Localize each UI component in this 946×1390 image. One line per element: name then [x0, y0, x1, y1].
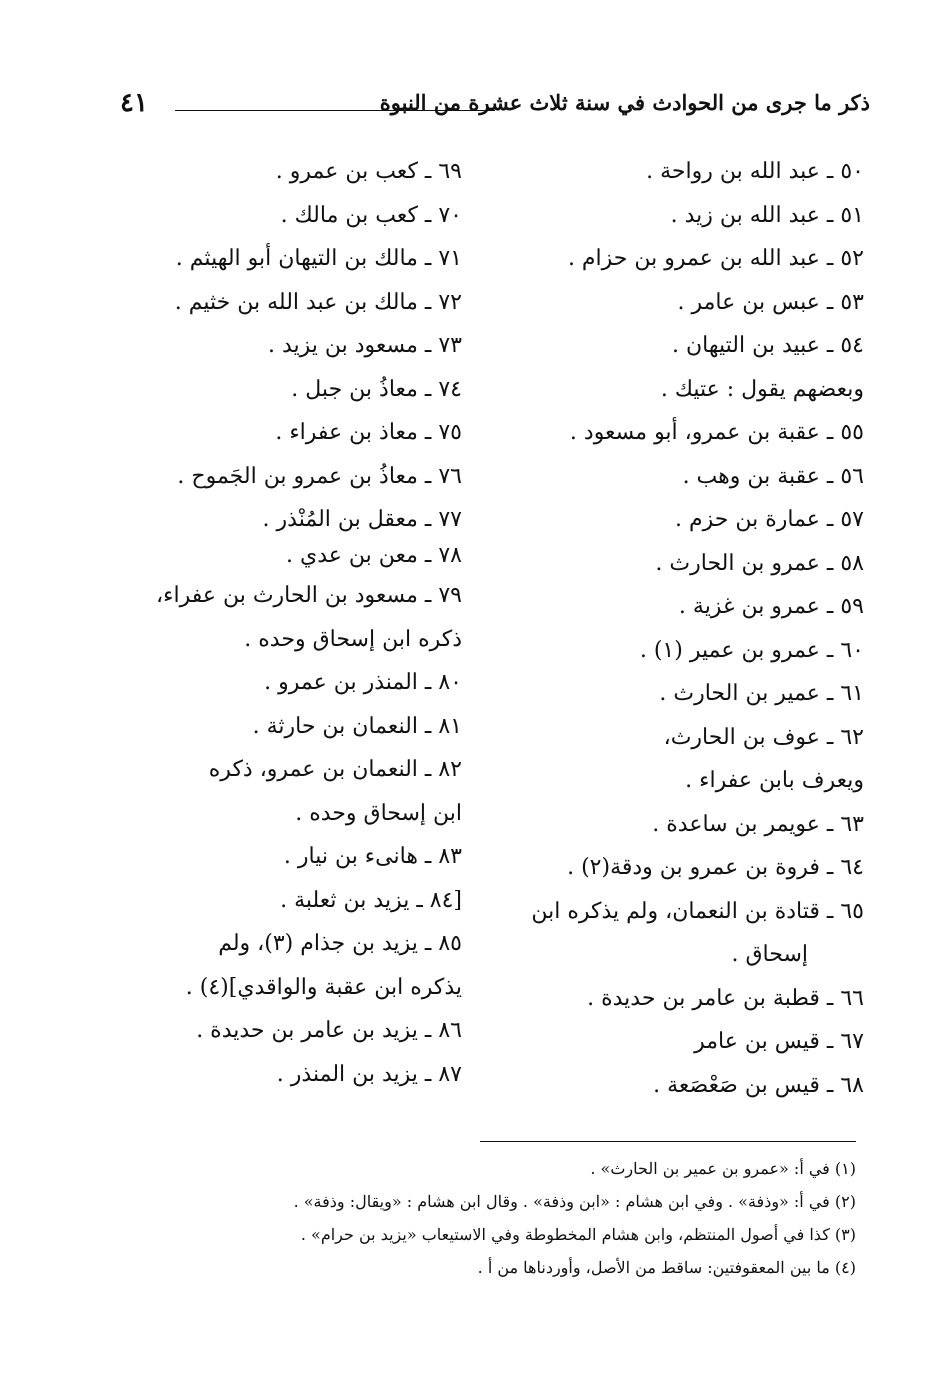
list-item: ٥٢ ـ عبد الله بن عمرو بن حزام .	[567, 246, 864, 271]
list-item: ٧٠ ـ كعب بن مالك .	[280, 202, 462, 228]
footnote: (٣) كذا في أصول المنتظم، وابن هشام المخطوطة وفي الاستيعاب «يزيد بن حرام» .	[300, 1225, 856, 1244]
list-item-note: وبعضهم يقول : عتيك .	[660, 376, 864, 402]
list-item: ٦٢ ـ عوف بن الحارث،	[663, 724, 864, 750]
list-item: ٨٧ ـ يزيد بن المنذر .	[276, 1061, 462, 1087]
list-item: ٨٣ ـ هانىء بن نيار .	[283, 844, 462, 869]
left-column	[122, 150, 462, 1096]
list-item-continuation: إسحاق .	[731, 942, 808, 967]
page-header	[110, 88, 870, 128]
list-item: ٥٨ ـ عمرو بن الحارث .	[655, 550, 864, 576]
list-item: ٧٩ ـ مسعود بن الحارث بن عفراء،	[156, 583, 462, 608]
list-item: ٨٠ ـ المنذر بن عمرو .	[264, 670, 462, 695]
list-item: ٥٠ ـ عبد الله بن رواحة .	[646, 159, 864, 184]
footnote-rule	[480, 1141, 856, 1142]
list-item-note: ويعرف بابن عفراء .	[685, 768, 864, 793]
list-item: ٨١ ـ النعمان بن حارثة .	[252, 713, 462, 739]
footnote: (٢) في أ: «وذفة» . وفي ابن هشام : «ابن وذفة» . وقال ابن هشام : «ويقال: وذفة» .	[293, 1192, 856, 1211]
list-item: ٧١ ـ مالك بن التيهان أبو الهيثم .	[175, 246, 462, 271]
list-item: ٦٣ ـ عويمر بن ساعدة .	[652, 811, 864, 837]
footnotes	[136, 1152, 856, 1284]
list-item: ٥٦ ـ عقبة بن وهب .	[682, 463, 864, 489]
footnote: (١) في أ: «عمرو بن عمير بن الحارث» .	[590, 1159, 856, 1178]
list-item: ٧٤ ـ معاذُ بن جبل .	[291, 376, 462, 402]
list-item: ٧٢ ـ مالك بن عبد الله بن خثيم .	[174, 289, 462, 315]
list-item: ٦٨ ـ قيس بن صَعْصَعة .	[653, 1072, 864, 1098]
page-number: ٤١	[120, 88, 148, 118]
list-item: ٨٢ ـ النعمان بن عمرو، ذكره	[208, 757, 462, 782]
right-column	[524, 150, 864, 1107]
list-item: ٧٥ ـ معاذ بن عفراء .	[275, 420, 462, 445]
list-item: ٦٦ ـ قطبة بن عامر بن حديدة .	[587, 985, 864, 1011]
list-item: [٨٤ ـ يزيد بن ثعلبة .	[280, 887, 462, 913]
list-item: ٦٥ ـ قتادة بن النعمان، ولم يذكره ابن	[531, 898, 864, 924]
list-item: ٥٥ ـ عقبة بن عمرو، أبو مسعود .	[569, 420, 864, 445]
list-item: ٥٩ ـ عمرو بن غزية .	[678, 594, 864, 619]
list-item: ٦٩ ـ كعب بن عمرو .	[275, 159, 462, 184]
list-item: ٧٧ ـ معقل بن المُنْذر .	[262, 507, 462, 532]
list-item: ٨٥ ـ يزيد بن جذام (٣)، ولم	[218, 931, 462, 956]
list-item-continuation: ابن إسحاق وحده .	[295, 800, 462, 826]
list-item: ٥٧ ـ عمارة بن حزم .	[675, 507, 864, 532]
footnote: (٤) ما بين المعقوفتين: ساقط من الأصل، وأوردناها من أ .	[477, 1258, 856, 1277]
list-item: ٨٦ ـ يزيد بن عامر بن حديدة .	[196, 1018, 462, 1043]
list-item: ٦٤ ـ فروة بن عمرو بن ودقة(٢) .	[567, 855, 864, 880]
running-title: ذكر ما جرى من الحوادث في سنة ثلاث عشرة من النبوة	[379, 90, 870, 115]
list-item-continuation: ذكره ابن إسحاق وحده .	[244, 626, 462, 652]
list-item: ٧٨ ـ معن بن عدي .	[286, 543, 462, 568]
list-item: ٦١ ـ عمير بن الحارث .	[659, 681, 864, 706]
list-item: ٥١ ـ عبد الله بن زيد .	[670, 202, 864, 228]
list-item: ٥٣ ـ عبس بن عامر .	[677, 289, 864, 315]
list-item: ٧٣ ـ مسعود بن يزيد .	[267, 333, 462, 358]
list-item-continuation: يذكره ابن عقبة والواقدي](٤) .	[185, 974, 462, 1000]
list-item: ٦٠ ـ عمرو بن عمير (١) .	[639, 637, 864, 663]
list-item: ٦٧ ـ قيس بن عامر	[694, 1029, 864, 1054]
list-item: ٧٦ ـ معاذُ بن عمرو بن الجَموح .	[177, 463, 462, 489]
list-item: ٥٤ ـ عبيد بن التيهان .	[672, 333, 864, 358]
